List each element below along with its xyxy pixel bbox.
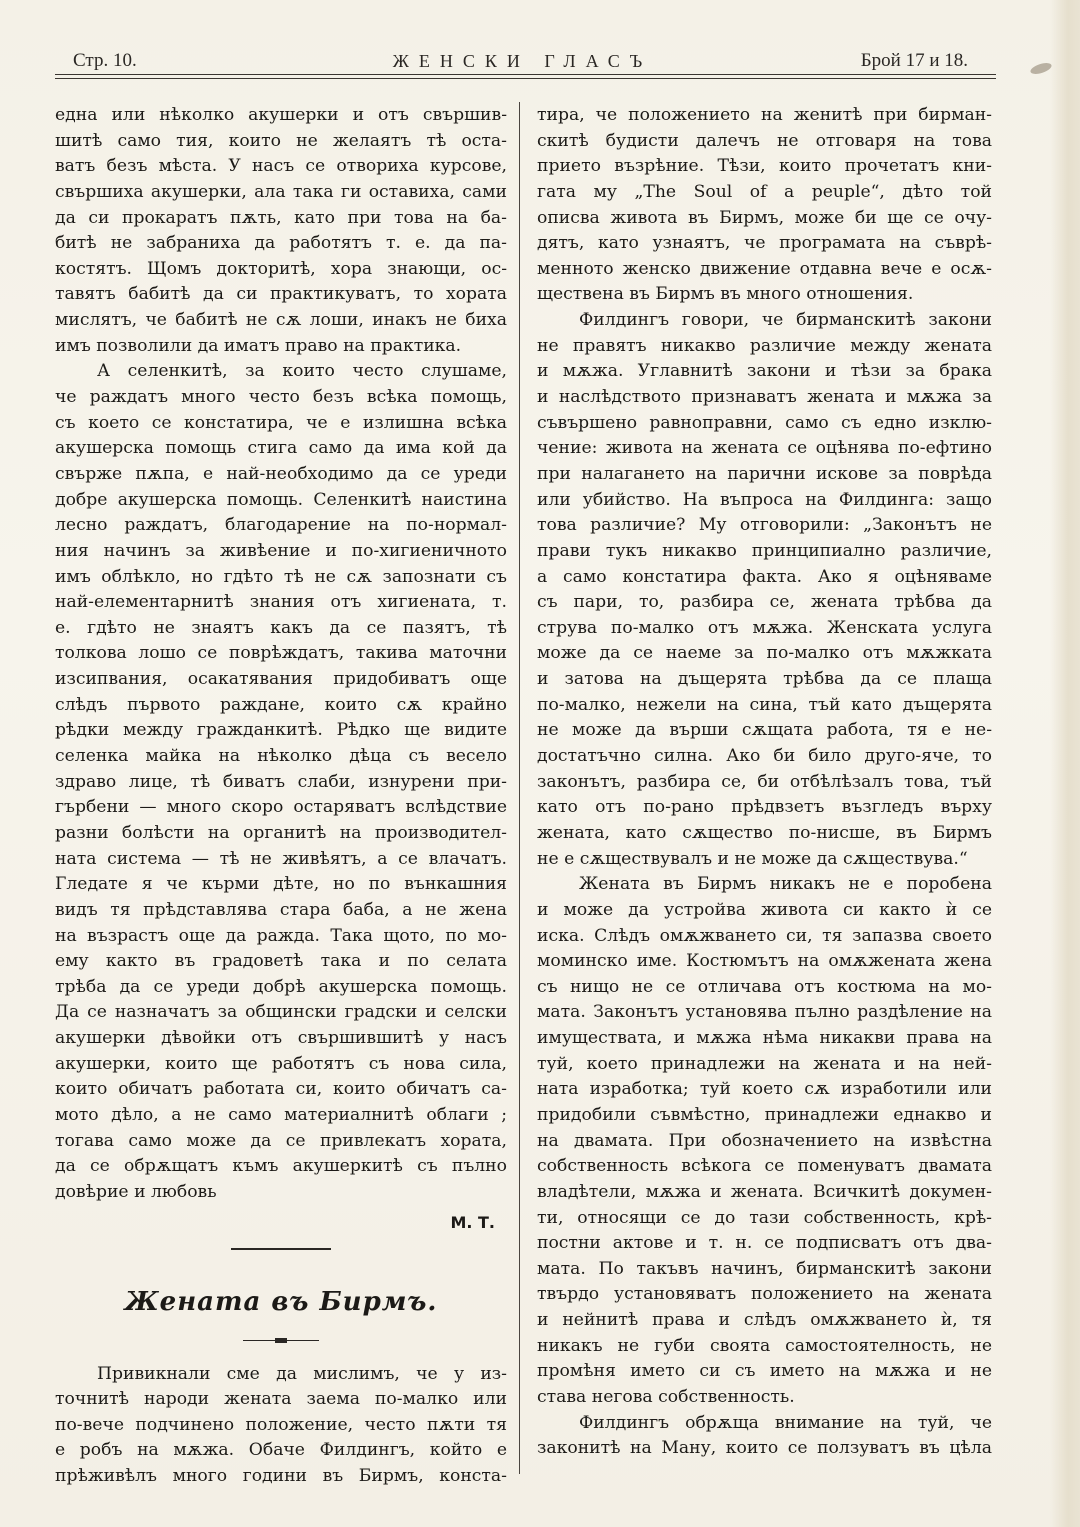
text-line: слѣдъ първото раждане, които сѫ крайно bbox=[55, 694, 507, 715]
text-line: постни актове и т. н. се подписватъ отъ два- bbox=[537, 1233, 992, 1254]
text-line: имъ позволили да иматъ право на практика. bbox=[55, 335, 462, 356]
text-line: е. гдѣто не знаятъ какъ да се пазятъ, тѣ bbox=[55, 617, 507, 638]
text-line: и наслѣдството признаватъ жената и мѫжа за bbox=[537, 387, 992, 408]
text-line: да се обрѫщатъ къмъ акушеркитѣ съ пълно bbox=[55, 1156, 507, 1177]
text-line: ватъ безъ мѣста. У насъ се отвориха курсове, bbox=[55, 156, 507, 177]
text-line: скитѣ будисти далечъ не отговаря на това bbox=[537, 130, 992, 151]
text-line: съвършено равноправни, само съ едно изклю- bbox=[537, 412, 992, 433]
text-line: достатъчно силна. Ако би било друго-яче, то bbox=[537, 746, 992, 767]
text-line: акушерки, които ще работятъ съ нова сила, bbox=[55, 1053, 507, 1074]
text-line: ему както въ градоветѣ така и по селата bbox=[55, 951, 507, 972]
text-line: свършиха акушерки, ала така ги оставиха, сами bbox=[55, 181, 507, 202]
text-line: съ което се констатира, че е излишна всѣка bbox=[55, 412, 507, 433]
right-column bbox=[537, 103, 992, 1462]
text-line: тавятъ бабитѣ да си практикуватъ, то хората bbox=[55, 284, 507, 305]
header-rule bbox=[55, 74, 996, 75]
text-line: това различие? Му отговорили: „Законътъ не bbox=[537, 515, 992, 536]
author-signature: М. Т. bbox=[450, 1212, 495, 1232]
text-line: и може да устройва живота си както ѝ се bbox=[537, 899, 992, 920]
text-line: е робъ на мѫжа. Обаче Филдингъ, който е bbox=[55, 1440, 507, 1461]
text-line: ната система — тѣ не живѣятъ, а се влачатъ. bbox=[55, 848, 507, 869]
text-line: съ пари, то, разбира се, жената трѣбва да bbox=[537, 592, 992, 613]
text-line: законътъ, разбира се, би отбѣлѣзалъ това, тъй bbox=[537, 771, 992, 792]
text-line: мата. Законътъ установява пълно раздѣление на bbox=[537, 1002, 992, 1023]
text-line: и нейнитѣ права и слѣдъ омѫжването ѝ, тя bbox=[537, 1310, 992, 1331]
text-line: костятъ. Щомъ докторитѣ, хора знающи, ос- bbox=[55, 258, 507, 279]
text-line: чение: живота на жената се оцѣнява по-ефтино bbox=[537, 438, 992, 459]
text-line: твърдо установяватъ положението на жената bbox=[537, 1284, 992, 1305]
text-line: ната изработка; туй което сѫ изработили или bbox=[537, 1079, 992, 1100]
text-line: мислятъ, че бабитѣ не сѫ лоши, инакъ не биха bbox=[55, 310, 507, 331]
text-line: видъ тя прѣдставлява стара баба, а не жена bbox=[55, 899, 507, 920]
text-line: ществена въ Бирмъ въ много отношения. bbox=[537, 284, 914, 305]
text-line: може да се наеме за по-малко отъ мѫжката bbox=[537, 643, 992, 664]
text-line: изсипвания, осакатявания придобиватъ още bbox=[55, 669, 507, 690]
text-line: ти, относящи се до тази собственность, крѣ- bbox=[537, 1207, 992, 1228]
text-line: на двамата. При обозначението на извѣстна bbox=[537, 1130, 992, 1151]
text-line: и затова на дъщерята трѣбва да се плаща bbox=[537, 669, 992, 690]
text-line: иска. Слѣдъ омѫжването си, тя запазва своето bbox=[537, 925, 992, 946]
article-text bbox=[537, 103, 992, 1462]
article-heading: Жената въ Бирмъ. bbox=[124, 1286, 438, 1317]
text-line: промѣня името си съ името на мѫжа и не bbox=[537, 1361, 992, 1382]
text-line: не е сѫществувалъ и не може да сѫществува.“ bbox=[537, 848, 968, 869]
text-line: гърбени — много скоро остаряватъ вслѣдствие bbox=[55, 797, 507, 818]
running-header bbox=[55, 46, 990, 80]
text-line: а само констатира факта. Ако я оцѣняваме bbox=[537, 566, 992, 587]
text-line: прѣживѣлъ много години въ Бирмъ, конста- bbox=[55, 1466, 507, 1487]
text-line: А селенкитѣ, за които често слушаме, bbox=[97, 361, 507, 382]
text-line: Да се назначатъ за общински градски и селски bbox=[55, 1002, 507, 1023]
text-line: които обичатъ работата си, които обичатъ са- bbox=[55, 1079, 507, 1100]
text-line: прави тукъ никакво принципиално различие, bbox=[537, 540, 992, 561]
text-line: дятъ, като узнаятъ, че програмата на съврѣ- bbox=[537, 233, 992, 254]
text-line: по-малко, нежели на сина, тъй като дъщерята bbox=[537, 694, 992, 715]
text-line: лесно раждатъ, благодарение на по-нормал- bbox=[55, 515, 507, 536]
text-line: при налагането на парични искове за поврѣда bbox=[537, 463, 992, 484]
article-text bbox=[55, 1362, 507, 1490]
text-line: Филдингъ говори, че бирманскитѣ закони bbox=[579, 310, 992, 331]
text-line: акушерска помощь стига само да има кой да bbox=[55, 438, 507, 459]
text-line: менното женско движение отдавна вече е осѫ- bbox=[537, 258, 992, 279]
text-line: Филдингъ обрѫща внимание на туй, че bbox=[579, 1412, 992, 1433]
text-line: акушерки дѣвойки отъ свършившитѣ у насъ bbox=[55, 1028, 507, 1049]
text-line: имуществата, и мѫжа нѣма никакви права на bbox=[537, 1028, 992, 1049]
text-line: ния начинъ за живѣение и по-хигиеничното bbox=[55, 540, 507, 561]
text-line: точнитѣ народи жената заема по-малко или bbox=[55, 1389, 507, 1410]
section-separator bbox=[55, 1238, 507, 1268]
text-line: разни болѣсти на органитѣ на производител- bbox=[55, 822, 507, 843]
text-line: тира, че положението на женитѣ при бирман- bbox=[537, 105, 992, 125]
column-divider bbox=[519, 102, 520, 1474]
text-line: да си прокаратъ пѫть, като при това на ба- bbox=[55, 207, 507, 228]
text-line: като отъ по-рано прѣдвзетъ възгледъ върху bbox=[537, 797, 992, 818]
text-line: шитѣ само тия, които не желаятъ тѣ оста- bbox=[55, 130, 507, 151]
journal-title: ЖЕНСКИ ГЛАСЪ bbox=[392, 51, 653, 71]
text-line: струва по-малко отъ мѫжа. Женската услуга bbox=[537, 617, 992, 638]
heading-ornament bbox=[55, 1328, 507, 1362]
text-line: никакъ не губи своята самостоятелность, не bbox=[537, 1335, 992, 1356]
text-line: моминско име. Костюмътъ на омѫжената жена bbox=[537, 951, 992, 972]
text-line: става негова собственность. bbox=[537, 1387, 795, 1408]
text-line: Жената въ Бирмъ никакъ не е поробена bbox=[579, 874, 992, 895]
text-line: не може да върши сѫщата работа, тя е не- bbox=[537, 720, 992, 741]
text-line: съ нищо не се отличава отъ костюма на мо- bbox=[537, 976, 992, 997]
text-line: на възрастъ още да ражда. Така щото, по мо- bbox=[55, 925, 507, 946]
page-edge bbox=[1050, 0, 1080, 1527]
text-line: прието възрѣние. Тѣзи, които прочетатъ кни- bbox=[537, 156, 992, 177]
text-line: най-елементарнитѣ знания отъ хигиената, т. bbox=[55, 592, 507, 613]
text-line: жената, като сѫщество по-нисше, въ Бирмъ bbox=[537, 822, 992, 843]
text-line: битѣ не забраниха да работятъ т. е. да па- bbox=[55, 233, 507, 254]
text-line: не правятъ никакво различие между жената bbox=[537, 335, 992, 356]
text-line: здраво лице, тѣ биватъ слаби, изнурени при- bbox=[55, 771, 507, 792]
text-line: свърже пѫпа, е най-необходимо да се уреди bbox=[55, 463, 507, 484]
article-text bbox=[55, 103, 507, 1206]
text-line: добре акушерска помощь. Селенкитѣ наистина bbox=[55, 489, 507, 510]
text-line: една или нѣколко акушерки и отъ свършив- bbox=[55, 105, 507, 125]
text-line: мата. По такъвъ начинъ, бирманскитѣ закони bbox=[537, 1258, 992, 1279]
page-number: Стр. 10. bbox=[73, 50, 137, 71]
text-line: описва живота въ Бирмъ, може би ще се очу- bbox=[537, 207, 992, 228]
text-line: трѣба да се уреди добрѣ акушерска помощь. bbox=[55, 976, 507, 997]
text-line: гата му „The Soul of a peuple“, дѣто той bbox=[537, 181, 992, 202]
text-line: тогава само може да се привлекатъ хората, bbox=[55, 1130, 507, 1151]
text-line: собственность всѣкога се поменуватъ двамата bbox=[537, 1156, 992, 1177]
left-column bbox=[55, 103, 507, 1490]
text-line: Гледате я че кърми дѣте, но по вънкашния bbox=[55, 874, 507, 895]
text-line: придобили съвмѣстно, принадлежи еднакво и bbox=[537, 1104, 992, 1125]
text-line: рѣдки между гражданкитѣ. Рѣдко ще видите bbox=[55, 720, 507, 741]
header-rule bbox=[55, 78, 996, 79]
text-line: владѣтели, мѫжа и жената. Всичкитѣ докумен- bbox=[537, 1181, 992, 1202]
text-line: Привикнали сме да мислимъ, че у из- bbox=[97, 1363, 507, 1384]
text-line: или убийство. На въпроса на Филдинга: защо bbox=[537, 489, 992, 510]
issue-number: Брой 17 и 18. bbox=[860, 50, 968, 71]
text-line: че раждатъ много често безъ всѣка помощь, bbox=[55, 387, 507, 408]
text-line: и мѫжа. Углавнитѣ закони и тѣзи за брака bbox=[537, 361, 992, 382]
text-line: туй, което принадлежи на жената и на ней- bbox=[537, 1053, 992, 1074]
text-line: по-вече подчинено положение, често пѫти тя bbox=[55, 1414, 507, 1435]
text-line: мото дѣло, а не само материалнитѣ облаги ; bbox=[55, 1104, 507, 1125]
text-line: довѣрие и любовь bbox=[55, 1181, 217, 1202]
text-line: толкова лошо се поврѣждатъ, такива маточни bbox=[55, 643, 507, 664]
text-line: селенка майка на нѣколко дѣца съ весело bbox=[55, 746, 507, 767]
text-line: законитѣ на Ману, които се ползуватъ въ цѣла bbox=[537, 1438, 992, 1459]
text-line: имъ облѣкло, но гдѣто тѣ не сѫ запознати съ bbox=[55, 566, 507, 587]
